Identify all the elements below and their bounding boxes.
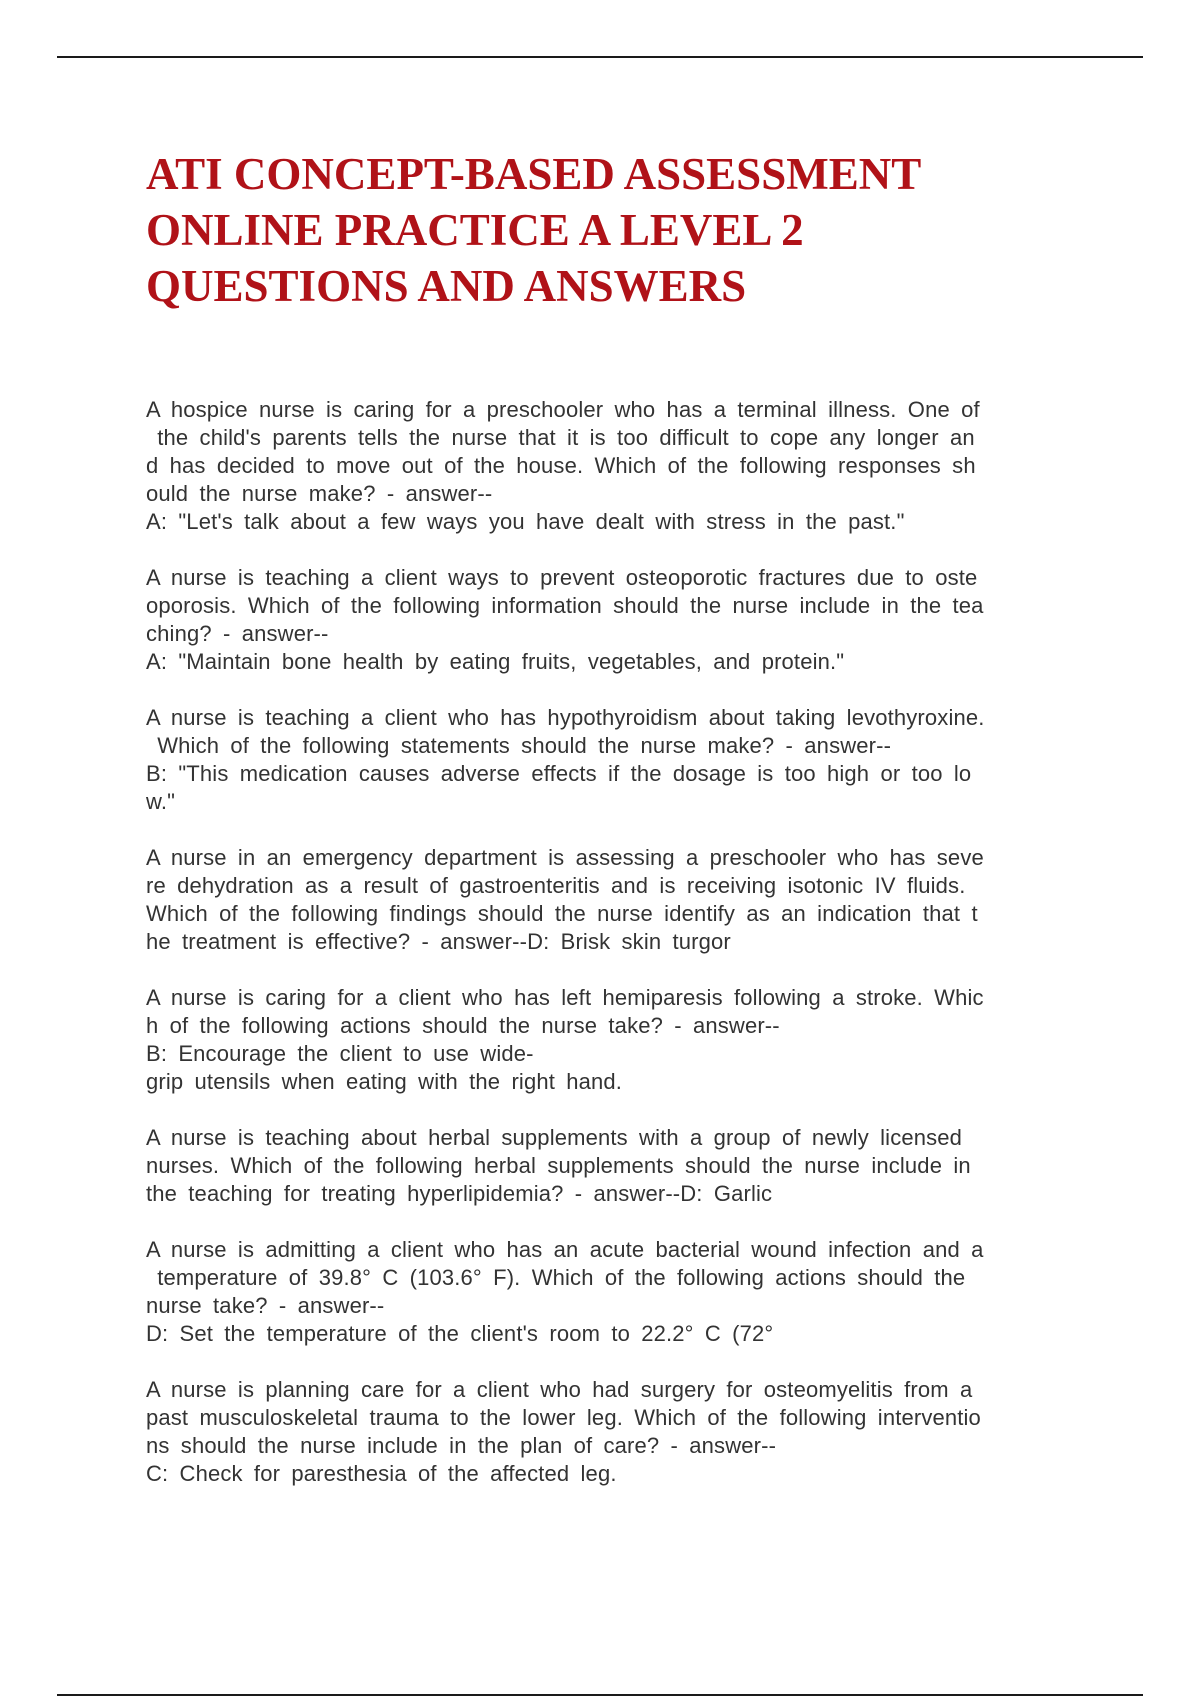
qa-line: nurse take? - answer-- [146,1293,385,1318]
title-line: ATI CONCEPT-BASED ASSESSMENT [146,149,922,199]
answer-line: w." [146,789,176,814]
qa-item [146,1236,1066,1348]
qa-line: Which of the following statements should the nurse make? - answer-- [146,733,892,758]
qa-line: A nurse is teaching about herbal supplements with a group of newly licensed [146,1125,963,1150]
answer-line: C: Check for paresthesia of the affected leg. [146,1461,617,1486]
title-line: QUESTIONS AND ANSWERS [146,261,747,311]
qa-line: A nurse is admitting a client who has an acute bacterial wound infection and a [146,1237,984,1262]
qa-line: h of the following actions should the nurse take? - answer-- [146,1013,780,1038]
qa-line: nurses. Which of the following herbal supplements should the nurse include in [146,1153,971,1178]
answer-line: B: Encourage the client to use wide- [146,1041,534,1066]
qa-line: A nurse is caring for a client who has left hemiparesis following a stroke. Whic [146,985,984,1010]
qa-line: ching? - answer-- [146,621,329,646]
qa-item [146,1124,1066,1208]
qa-item [146,396,1066,536]
answer-line: grip utensils when eating with the right hand. [146,1069,623,1094]
qa-line: temperature of 39.8° C (103.6° F). Which of the following actions should the [146,1265,966,1290]
document-title [146,146,1046,314]
qa-line: re dehydration as a result of gastroenteritis and is receiving isotonic IV fluids. [146,873,966,898]
qa-list [146,396,1066,1516]
qa-line: oporosis. Which of the following information should the nurse include in the tea [146,593,984,618]
qa-line: d has decided to move out of the house. Which of the following responses sh [146,453,976,478]
qa-line: A nurse is planning care for a client who had surgery for osteomyelitis from a [146,1377,973,1402]
qa-line: ns should the nurse include in the plan of care? - answer-- [146,1433,777,1458]
qa-item [146,1376,1066,1488]
answer-line: B: "This medication causes adverse effects if the dosage is too high or too lo [146,761,972,786]
answer-line: A: "Let's talk about a few ways you have dealt with stress in the past." [146,509,905,534]
answer-line: A: "Maintain bone health by eating fruits, vegetables, and protein." [146,649,845,674]
qa-item [146,564,1066,676]
qa-line: Which of the following findings should the nurse identify as an indication that t [146,901,978,926]
bottom-rule [57,1694,1143,1696]
answer-line: the teaching for treating hyperlipidemia? - answer--D: Garlic [146,1181,773,1206]
top-rule [57,56,1143,58]
qa-line: A nurse is teaching a client ways to prevent osteoporotic fractures due to oste [146,565,978,590]
qa-line: A hospice nurse is caring for a preschooler who has a terminal illness. One of [146,397,980,422]
qa-line: past musculoskeletal trauma to the lower leg. Which of the following interventio [146,1405,981,1430]
qa-item [146,704,1066,816]
qa-line: ould the nurse make? - answer-- [146,481,493,506]
qa-line: A nurse is teaching a client who has hypothyroidism about taking levothyroxine. [146,705,985,730]
answer-line: D: Set the temperature of the client's room to 22.2° C (72° [146,1321,774,1346]
title-line: ONLINE PRACTICE A LEVEL 2 [146,205,804,255]
qa-item [146,984,1066,1096]
answer-line: he treatment is effective? - answer--D: Brisk skin turgor [146,929,731,954]
qa-line: A nurse in an emergency department is assessing a preschooler who has seve [146,845,984,870]
qa-line: the child's parents tells the nurse that it is too difficult to cope any longer an [146,425,975,450]
qa-item [146,844,1066,956]
